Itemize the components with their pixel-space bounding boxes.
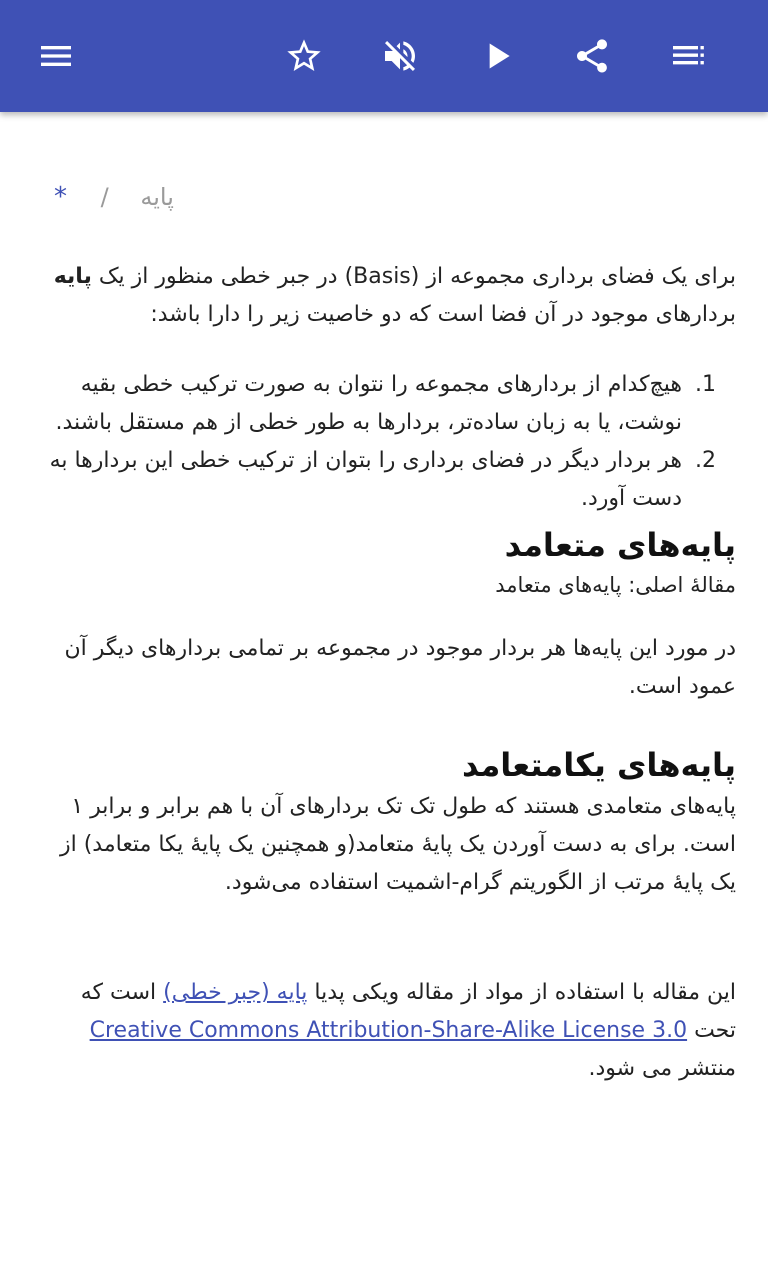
app-toolbar	[0, 0, 768, 112]
play-icon	[478, 36, 518, 76]
section-heading-orthogonal: پایه‌های متعامد	[504, 526, 736, 564]
contents-button[interactable]	[656, 24, 720, 88]
source-text: منتشر می شود.	[588, 1056, 736, 1081]
breadcrumb-separator: /	[100, 183, 109, 211]
menu-button[interactable]	[24, 24, 88, 88]
list-item: 1. هیچ‌کدام از بردارهای مجموعه را نتوان به صورت ترکیب خطی بقیه نوشت، یا به زبان ساده‌تر، بردارها به طور خطی از هم مستقل باشند.	[32, 366, 688, 442]
star-icon	[284, 36, 324, 76]
breadcrumb-current: پایه	[140, 183, 174, 211]
article-content	[32, 170, 736, 1088]
intro-bold-term: پایه	[53, 264, 92, 289]
share-button[interactable]	[560, 24, 624, 88]
intro-paragraph	[32, 258, 736, 334]
source-text: است که تحت	[80, 980, 736, 1043]
intro-text-end: بردارهای موجود در آن فضا است که دو خاصیت زیر را دارا باشد:	[150, 302, 736, 327]
mute-button[interactable]	[368, 24, 432, 88]
breadcrumb-root[interactable]: *	[54, 182, 67, 212]
share-icon	[572, 36, 612, 76]
source-text: این مقاله با استفاده از مواد از مقاله ویکی پدیا	[307, 980, 736, 1005]
list-item: 2. هر بردار دیگر در فضای برداری را بتوان از ترکیب خطی این بردارها به دست آورد.	[32, 442, 688, 518]
menu-icon	[36, 36, 76, 76]
playlist-icon	[668, 36, 708, 76]
orthogonal-paragraph: در مورد این پایه‌ها هر بردار موجود در مجموعه بر تمامی بردارهای دیگر آن عمود است.	[64, 636, 736, 699]
source-attribution	[32, 974, 736, 1088]
intro-text-start: برای یک فضای برداری مجموعه از (Basis) در جبر خطی منظور از یک	[91, 264, 736, 289]
section-heading-orthonormal: پایه‌های یکامتعامد	[461, 746, 736, 784]
source-article-link[interactable]: پایه (جبر خطی)	[163, 980, 308, 1005]
volume-off-icon	[380, 36, 420, 76]
main-article-note[interactable]: مقالهٔ اصلی: پایه‌های متعامد	[495, 573, 736, 597]
properties-list	[32, 366, 736, 518]
spacer	[32, 706, 736, 738]
license-link[interactable]: Creative Commons Attribution-Share-Alike License 3.0	[89, 1018, 688, 1043]
breadcrumb	[32, 170, 736, 230]
play-button[interactable]	[466, 24, 530, 88]
favorite-button[interactable]	[272, 24, 336, 88]
orthonormal-paragraph: پایه‌های متعامدی هستند که طول تک تک بردارهای آن با هم برابر و برابر ۱ است. برای به دست آوردن یک پایهٔ متعامد(و همچنین یک پایهٔ یکا متعامد) از یک پایهٔ مرتب از الگوریتم گرام-اشمیت استفاده می‌شود.	[59, 794, 736, 895]
